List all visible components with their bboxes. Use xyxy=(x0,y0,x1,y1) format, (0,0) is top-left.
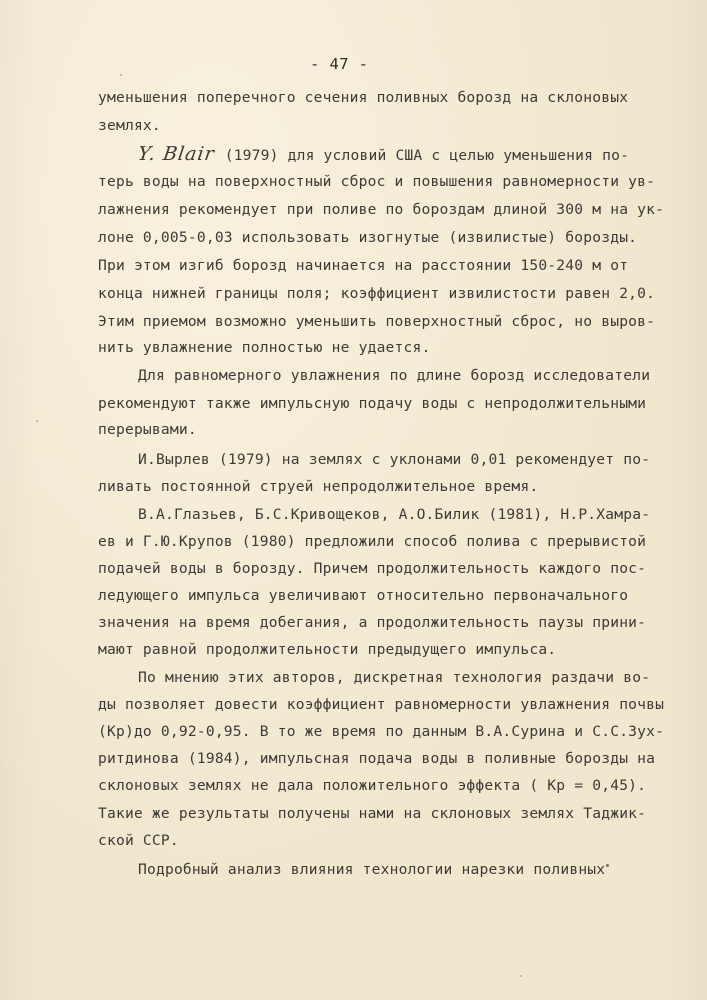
text-line-22: По мнению этих авторов, дискретная технология раздачи во- xyxy=(138,669,651,686)
text-line-21: мают равной продолжительности предыдущего импульса. xyxy=(98,641,557,658)
text-line-1: уменьшения поперечного сечения поливных борозд на склоновых xyxy=(98,89,629,106)
text-line-25: ритдинова (1984), импульсная подача воды в поливные борозды на xyxy=(98,750,656,767)
author-signature: Y. Blair xyxy=(136,143,217,165)
text-line-23: ды позволяет довести коэффициент равномерности увлажнения почвы xyxy=(98,696,665,713)
text-line-10: нить увлажнение полностью не удается. xyxy=(98,339,431,356)
text-line-16: В.А.Глазьев, Б.С.Кривощеков, А.О.Билик (1981), Н.Р.Хамра- xyxy=(138,506,651,523)
text-line-18: подачей воды в борозду. Причем продолжительность каждого пос- xyxy=(98,560,647,577)
paper-speck xyxy=(520,975,522,977)
text-line-3 xyxy=(138,144,629,166)
text-line-19: ледующего импульса увеличивают относительно первоначального xyxy=(98,587,629,604)
text-line-7: При этом изгиб борозд начинается на расстоянии 150-240 м от xyxy=(98,257,629,274)
text-line-14: И.Вырлев (1979) на землях с уклонами 0,01 рекомендует по- xyxy=(138,451,651,468)
text-line-28: ской ССР. xyxy=(98,832,179,849)
paper-speck xyxy=(120,74,122,76)
text-line-17: ев и Г.Ю.Крупов (1980) предложили способ полива с прерывистой xyxy=(98,533,647,550)
text-line-20: значения на время добегания, а продолжительность паузы прини- xyxy=(98,614,647,631)
text-line-24: (Кр)до 0,92-0,95. В то же время по данным В.А.Сурина и С.С.Зух- xyxy=(98,723,665,740)
paper-speck xyxy=(36,420,38,422)
text-line-13: перерывами. xyxy=(98,421,197,438)
text-line-9: Этим приемом возможно уменьшить поверхностный сброс, но выров- xyxy=(98,313,656,330)
text-line-5: лажнения рекомендует при поливе по бороздам длиной 300 м на ук- xyxy=(98,201,665,218)
text-line-4: терь воды на поверхностный сброс и повышения равномерности ув- xyxy=(98,173,656,190)
text-line-26: склоновых землях не дала положительного эффекта ( Кр = 0,45). xyxy=(98,777,647,794)
text-line-29: Подробный анализ влияния технологии нарезки поливных xyxy=(138,861,606,878)
text-line-27: Такие же результаты получены нами на склоновых землях Таджик- xyxy=(98,805,647,822)
text-line-3-rest: (1979) для условий США с целью уменьшения по- xyxy=(224,147,630,164)
text-line-11: Для равномерного увлажнения по длине борозд исследователи xyxy=(138,367,651,384)
text-line-12: рекомендуют также импульсную подачу воды с непродолжительными xyxy=(98,395,647,412)
text-line-2: землях. xyxy=(98,117,161,134)
text-line-8: конца нижней границы поля; коэффициент извилистости равен 2,0. xyxy=(98,285,656,302)
text-line-6: лоне 0,005-0,03 использовать изогнутые (извилистые) борозды. xyxy=(98,229,638,246)
page-number: - 47 - xyxy=(310,55,369,73)
ink-dot-mark xyxy=(606,864,609,867)
text-line-15: ливать постоянной струей непродолжительное время. xyxy=(98,478,539,495)
